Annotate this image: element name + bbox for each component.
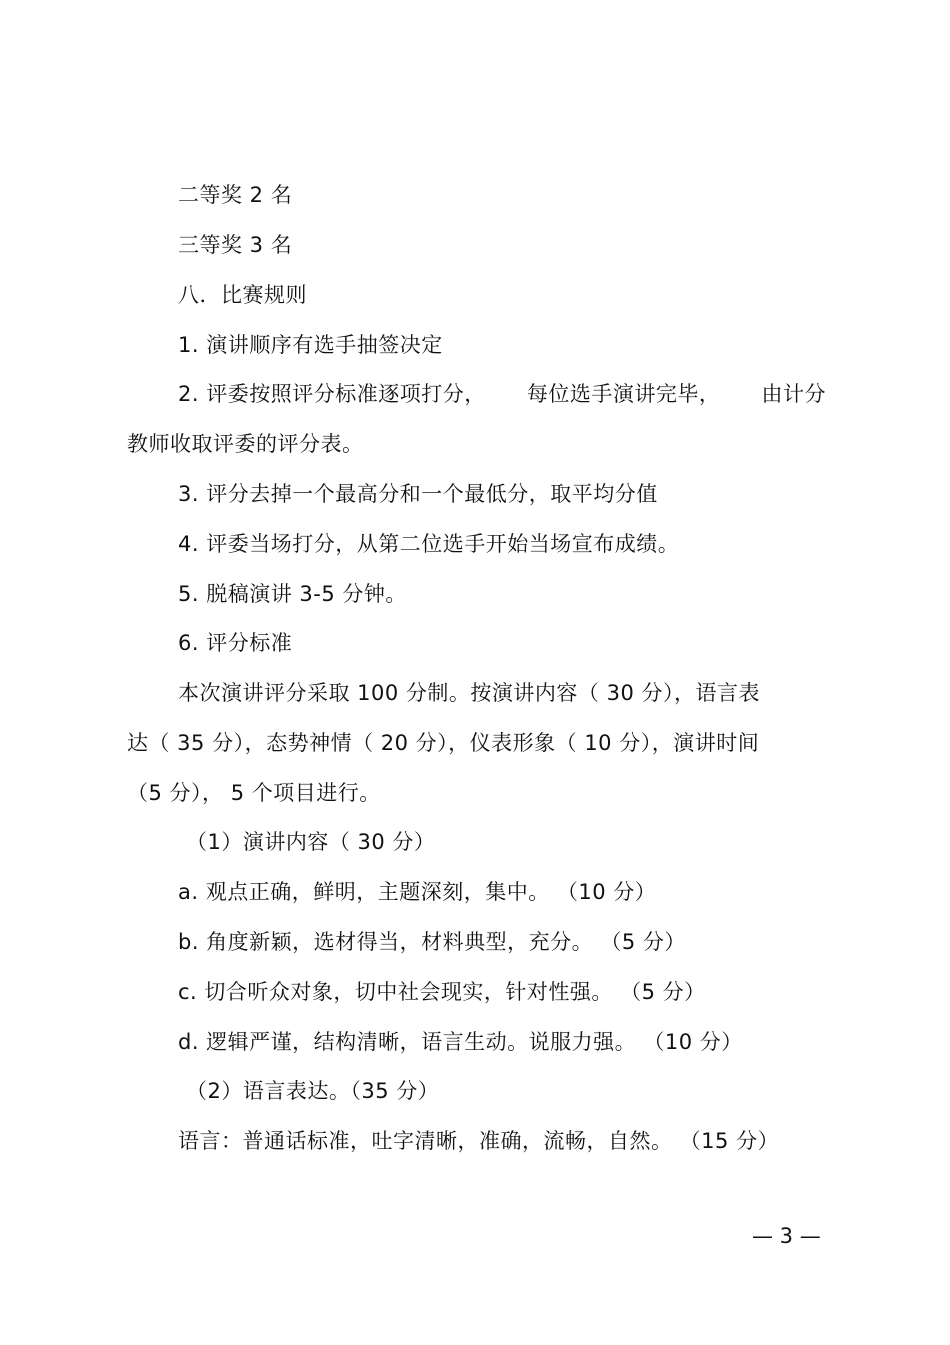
criterion-a: a. 观点正确，鲜明，主题深刻，集中。 （10 分） bbox=[178, 880, 657, 904]
criterion-c: c. 切合听众对象，切中社会现实，针对性强。 （5 分） bbox=[178, 980, 706, 1004]
text-line-third-prize: 三等奖 3 名 bbox=[178, 233, 293, 257]
text-line-rule-3: 3. 评分去掉一个最高分和一个最低分，取平均分值 bbox=[178, 482, 658, 506]
text-line-rule-4: 4. 评委当场打分，从第二位选手开始当场宣布成绩。 bbox=[178, 532, 680, 556]
text-line-rule-6: 6. 评分标准 bbox=[178, 631, 293, 655]
text-line-second-prize: 二等奖 2 名 bbox=[178, 183, 293, 207]
criterion-b: b. 角度新颖，选材得当，材料典型，充分。 （5 分） bbox=[178, 930, 686, 954]
text-fragment-rule-2c: 由计分 bbox=[761, 382, 826, 406]
criterion-language: 语言：普通话标准，吐字清晰，准确，流畅，自然。 （15 分） bbox=[178, 1129, 780, 1153]
paragraph-scoring-line-2: 达（ 35 分），态势神情（ 20 分），仪表形象（ 10 分），演讲时间 bbox=[127, 731, 760, 755]
paragraph-scoring-line-3: （5 分）， 5 个项目进行。 bbox=[127, 781, 381, 805]
criterion-d: d. 逻辑严谨，结构清晰，语言生动。说服力强。 （10 分） bbox=[178, 1030, 743, 1054]
text-fragment-rule-2b: 每位选手演讲完毕， bbox=[526, 382, 721, 406]
text-line-rule-1: 1. 演讲顺序有选手抽签决定 bbox=[178, 333, 443, 357]
paragraph-scoring-line-1: 本次演讲评分采取 100 分制。按演讲内容（ 30 分），语言表 bbox=[178, 681, 761, 705]
text-line-rule-2-cont: 教师收取评委的评分表。 bbox=[127, 432, 364, 456]
text-line-rule-2 bbox=[178, 379, 826, 409]
text-line-rule-5: 5. 脱稿演讲 3-5 分钟。 bbox=[178, 582, 407, 606]
text-fragment-rule-2a: 2. 评委按照评分标准逐项打分， bbox=[178, 382, 486, 406]
subheading-speech-content: （1）演讲内容（ 30 分） bbox=[186, 830, 436, 854]
page-number: — 3 — bbox=[752, 1224, 821, 1248]
section-heading-rules: 八．比赛规则 bbox=[178, 283, 307, 307]
subheading-language-expression: （2）语言表达。（35 分） bbox=[186, 1079, 440, 1103]
